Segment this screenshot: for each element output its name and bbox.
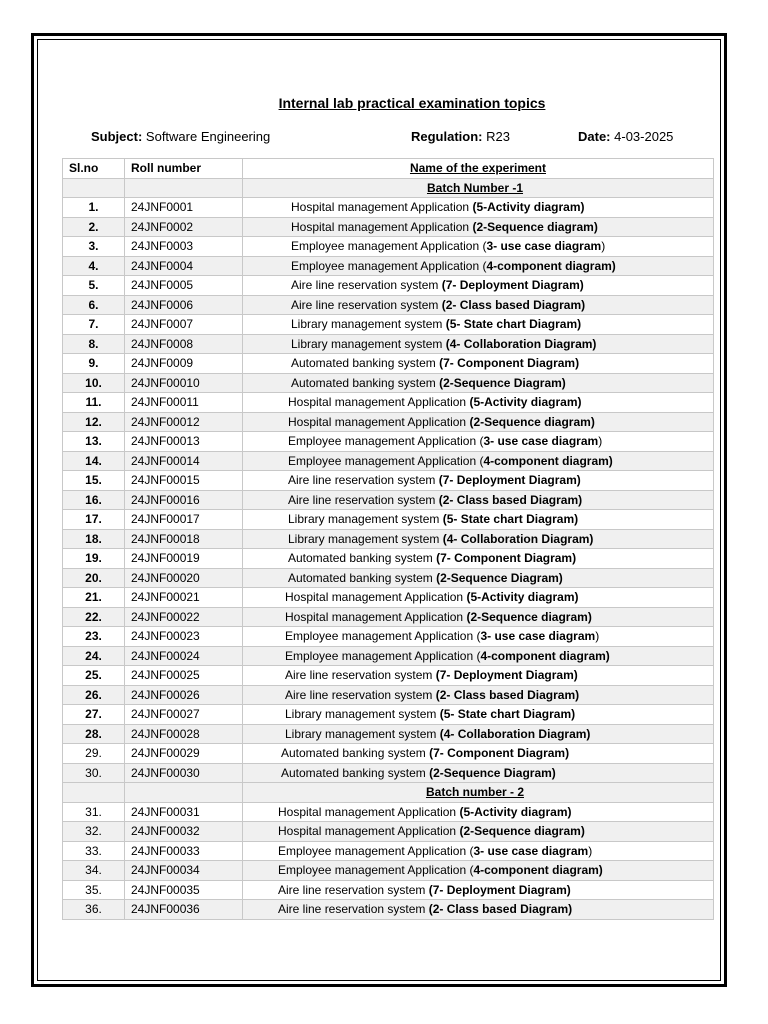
table-row	[63, 763, 714, 783]
row-slno: 4.	[63, 256, 125, 276]
batch-label: Batch number - 2	[243, 783, 714, 803]
header-experiment: Name of the experiment	[243, 159, 714, 179]
batch-empty-cell	[63, 783, 125, 803]
table-row	[63, 627, 714, 647]
row-slno: 2.	[63, 217, 125, 237]
table-row	[63, 705, 714, 725]
experiment-diagram: (2-Sequence Diagram)	[436, 570, 563, 585]
experiment-diagram: (5- State chart Diagram)	[445, 317, 582, 332]
experiment-application: Aire line reservation system	[285, 687, 436, 702]
subject-label: Subject:	[91, 129, 143, 144]
row-experiment	[243, 685, 714, 705]
experiment-diagram: (2-Sequence diagram)	[459, 824, 585, 839]
table-row	[63, 880, 714, 900]
table-row	[63, 510, 714, 530]
row-experiment	[243, 276, 714, 296]
table-row	[63, 588, 714, 608]
row-slno: 8.	[63, 334, 125, 354]
row-slno: 33.	[63, 841, 125, 861]
row-experiment	[243, 217, 714, 237]
table-row	[63, 607, 714, 627]
batch-label: Batch Number -1	[243, 178, 714, 198]
table-row	[63, 256, 714, 276]
row-experiment	[243, 880, 714, 900]
header-slno: Sl.no	[63, 159, 125, 179]
row-slno: 1.	[63, 198, 125, 218]
experiment-diagram: (7- Deployment Diagram)	[435, 668, 578, 683]
experiment-diagram: (4- Collaboration Diagram)	[439, 726, 591, 741]
table-row	[63, 334, 714, 354]
table-row	[63, 276, 714, 296]
experiment-diagram: (5-Activity diagram)	[466, 590, 579, 605]
row-experiment	[243, 568, 714, 588]
table-row	[63, 315, 714, 335]
row-experiment	[243, 354, 714, 374]
table-row	[63, 841, 714, 861]
experiment-diagram: (2-Sequence diagram)	[469, 414, 595, 429]
row-roll-number: 24JNF0004	[125, 256, 243, 276]
subject-line	[91, 129, 270, 144]
table-row	[63, 217, 714, 237]
table-row	[63, 744, 714, 764]
experiment-diagram: 3- use case diagram	[480, 629, 596, 644]
experiment-application: Employee management Application (	[278, 843, 474, 858]
table-row	[63, 373, 714, 393]
experiment-tail: )	[588, 843, 593, 858]
experiment-application: Employee management Application (	[278, 863, 474, 878]
row-roll-number: 24JNF00011	[125, 393, 243, 413]
row-slno: 13.	[63, 432, 125, 452]
experiment-diagram: (7- Component Diagram)	[436, 551, 577, 566]
row-roll-number: 24JNF00026	[125, 685, 243, 705]
date-line	[578, 129, 673, 144]
experiment-diagram: (4- Collaboration Diagram)	[442, 531, 594, 546]
experiment-diagram: (2- Class based Diagram)	[428, 902, 573, 917]
experiment-application: Employee management Application (	[291, 239, 487, 254]
table-row	[63, 354, 714, 374]
row-experiment	[243, 900, 714, 920]
row-slno: 23.	[63, 627, 125, 647]
row-experiment	[243, 646, 714, 666]
row-experiment	[243, 588, 714, 608]
batch-header-row	[63, 178, 714, 198]
row-experiment	[243, 607, 714, 627]
date-value: 4-03-2025	[614, 129, 674, 144]
row-experiment	[243, 763, 714, 783]
experiment-diagram: 4-component diagram)	[483, 453, 613, 468]
experiment-application: Hospital management Application	[291, 219, 473, 234]
table-row	[63, 802, 714, 822]
experiment-tail: )	[601, 239, 606, 254]
row-experiment	[243, 841, 714, 861]
experiment-diagram: (2-Sequence diagram)	[472, 219, 598, 234]
experiments-table	[62, 158, 714, 920]
experiment-application: Library management system	[288, 531, 443, 546]
row-slno: 3.	[63, 237, 125, 257]
experiment-diagram: (5-Activity diagram)	[459, 804, 572, 819]
experiment-diagram: 4-component diagram)	[486, 258, 616, 273]
experiment-application: Automated banking system	[288, 551, 437, 566]
row-roll-number: 24JNF00033	[125, 841, 243, 861]
row-roll-number: 24JNF0001	[125, 198, 243, 218]
row-slno: 20.	[63, 568, 125, 588]
row-roll-number: 24JNF00034	[125, 861, 243, 881]
row-slno: 30.	[63, 763, 125, 783]
experiment-diagram: (7- Deployment Diagram)	[441, 278, 584, 293]
table-row	[63, 412, 714, 432]
experiment-application: Aire line reservation system	[285, 668, 436, 683]
table-row	[63, 198, 714, 218]
experiment-application: Automated banking system	[291, 356, 440, 371]
experiment-application: Hospital management Application	[288, 414, 470, 429]
batch-header-row	[63, 783, 714, 803]
row-slno: 9.	[63, 354, 125, 374]
experiment-diagram: (5-Activity diagram)	[472, 200, 585, 215]
row-roll-number: 24JNF00013	[125, 432, 243, 452]
row-experiment	[243, 510, 714, 530]
experiment-diagram: 3- use case diagram	[486, 239, 602, 254]
experiment-diagram: 4-component diagram)	[480, 648, 610, 663]
row-roll-number: 24JNF00019	[125, 549, 243, 569]
experiment-application: Library management system	[291, 336, 446, 351]
experiment-application: Library management system	[291, 317, 446, 332]
subject-value: Software Engineering	[145, 129, 271, 144]
row-experiment	[243, 724, 714, 744]
row-roll-number: 24JNF0002	[125, 217, 243, 237]
row-experiment	[243, 393, 714, 413]
table-row	[63, 237, 714, 257]
row-slno: 5.	[63, 276, 125, 296]
experiment-application: Hospital management Application	[278, 804, 460, 819]
row-experiment	[243, 627, 714, 647]
table-row	[63, 724, 714, 744]
row-experiment	[243, 802, 714, 822]
experiment-diagram: (4- Collaboration Diagram)	[445, 336, 597, 351]
row-experiment	[243, 412, 714, 432]
experiment-application: Automated banking system	[288, 570, 437, 585]
row-slno: 28.	[63, 724, 125, 744]
row-roll-number: 24JNF00017	[125, 510, 243, 530]
row-experiment	[243, 861, 714, 881]
experiment-diagram: (7- Component Diagram)	[429, 746, 570, 761]
row-experiment	[243, 490, 714, 510]
row-slno: 17.	[63, 510, 125, 530]
batch-empty-cell	[63, 178, 125, 198]
row-slno: 25.	[63, 666, 125, 686]
row-roll-number: 24JNF00012	[125, 412, 243, 432]
experiment-application: Automated banking system	[291, 375, 440, 390]
row-experiment	[243, 822, 714, 842]
experiment-application: Employee management Application (	[288, 453, 484, 468]
row-roll-number: 24JNF00020	[125, 568, 243, 588]
row-slno: 24.	[63, 646, 125, 666]
row-roll-number: 24JNF0006	[125, 295, 243, 315]
experiment-application: Aire line reservation system	[278, 882, 429, 897]
experiment-diagram: 4-component diagram)	[473, 863, 603, 878]
table-row	[63, 822, 714, 842]
experiment-tail: )	[595, 629, 600, 644]
row-roll-number: 24JNF00027	[125, 705, 243, 725]
row-roll-number: 24JNF0005	[125, 276, 243, 296]
table-row	[63, 432, 714, 452]
experiment-diagram: (5-Activity diagram)	[469, 395, 582, 410]
experiment-application: Automated banking system	[281, 746, 430, 761]
row-slno: 27.	[63, 705, 125, 725]
row-experiment	[243, 744, 714, 764]
row-slno: 10.	[63, 373, 125, 393]
row-experiment	[243, 373, 714, 393]
row-roll-number: 24JNF00030	[125, 763, 243, 783]
row-roll-number: 24JNF00036	[125, 900, 243, 920]
row-slno: 12.	[63, 412, 125, 432]
row-experiment	[243, 705, 714, 725]
row-roll-number: 24JNF00035	[125, 880, 243, 900]
table-row	[63, 549, 714, 569]
experiment-application: Aire line reservation system	[291, 278, 442, 293]
row-roll-number: 24JNF00022	[125, 607, 243, 627]
row-roll-number: 24JNF0008	[125, 334, 243, 354]
experiment-application: Aire line reservation system	[278, 902, 429, 917]
row-roll-number: 24JNF00015	[125, 471, 243, 491]
experiment-application: Hospital management Application	[285, 609, 467, 624]
experiment-application: Library management system	[285, 726, 440, 741]
table-row	[63, 471, 714, 491]
row-experiment	[243, 256, 714, 276]
row-roll-number: 24JNF00018	[125, 529, 243, 549]
row-roll-number: 24JNF00024	[125, 646, 243, 666]
row-slno: 16.	[63, 490, 125, 510]
experiment-application: Hospital management Application	[288, 395, 470, 410]
row-roll-number: 24JNF00025	[125, 666, 243, 686]
row-slno: 32.	[63, 822, 125, 842]
header-roll-number: Roll number	[125, 159, 243, 179]
row-experiment	[243, 198, 714, 218]
experiment-application: Library management system	[285, 707, 440, 722]
table-row	[63, 490, 714, 510]
experiment-diagram: (7- Deployment Diagram)	[438, 473, 581, 488]
date-label: Date:	[578, 129, 611, 144]
experiment-diagram: 3- use case diagram	[483, 434, 599, 449]
batch-empty-cell	[125, 783, 243, 803]
row-experiment	[243, 471, 714, 491]
experiment-diagram: (2- Class based Diagram)	[435, 687, 580, 702]
experiment-application: Aire line reservation system	[288, 492, 439, 507]
row-slno: 22.	[63, 607, 125, 627]
row-roll-number: 24JNF00023	[125, 627, 243, 647]
row-roll-number: 24JNF00016	[125, 490, 243, 510]
row-roll-number: 24JNF00010	[125, 373, 243, 393]
experiment-application: Employee management Application (	[285, 648, 481, 663]
row-roll-number: 24JNF00029	[125, 744, 243, 764]
table-row	[63, 568, 714, 588]
experiment-tail: )	[598, 434, 603, 449]
experiment-application: Aire line reservation system	[288, 473, 439, 488]
experiment-application: Automated banking system	[281, 765, 430, 780]
table-row	[63, 685, 714, 705]
row-slno: 6.	[63, 295, 125, 315]
row-roll-number: 24JNF00028	[125, 724, 243, 744]
row-experiment	[243, 666, 714, 686]
table-row	[63, 529, 714, 549]
experiment-application: Employee management Application (	[288, 434, 484, 449]
regulation-value: R23	[486, 129, 510, 144]
row-slno: 19.	[63, 549, 125, 569]
row-slno: 31.	[63, 802, 125, 822]
row-experiment	[243, 432, 714, 452]
row-roll-number: 24JNF00032	[125, 822, 243, 842]
table-row	[63, 295, 714, 315]
experiment-diagram: (5- State chart Diagram)	[442, 512, 579, 527]
row-experiment	[243, 237, 714, 257]
experiment-diagram: (2-Sequence Diagram)	[439, 375, 566, 390]
table-row	[63, 861, 714, 881]
regulation-line	[411, 129, 510, 144]
experiment-application: Employee management Application (	[291, 258, 487, 273]
experiment-application: Aire line reservation system	[291, 297, 442, 312]
row-slno: 29.	[63, 744, 125, 764]
row-roll-number: 24JNF0009	[125, 354, 243, 374]
row-roll-number: 24JNF00031	[125, 802, 243, 822]
regulation-label: Regulation:	[411, 129, 483, 144]
row-slno: 7.	[63, 315, 125, 335]
row-experiment	[243, 549, 714, 569]
row-slno: 26.	[63, 685, 125, 705]
experiment-diagram: (2-Sequence Diagram)	[429, 765, 556, 780]
row-experiment	[243, 451, 714, 471]
row-slno: 15.	[63, 471, 125, 491]
experiment-application: Hospital management Application	[291, 200, 473, 215]
table-row	[63, 646, 714, 666]
row-roll-number: 24JNF00014	[125, 451, 243, 471]
batch-empty-cell	[125, 178, 243, 198]
experiment-diagram: (5- State chart Diagram)	[439, 707, 576, 722]
experiment-application: Employee management Application (	[285, 629, 481, 644]
experiment-application: Hospital management Application	[278, 824, 460, 839]
table-row	[63, 666, 714, 686]
row-experiment	[243, 315, 714, 335]
experiment-diagram: (7- Component Diagram)	[439, 356, 580, 371]
row-roll-number: 24JNF0003	[125, 237, 243, 257]
experiment-diagram: 3- use case diagram	[473, 843, 589, 858]
row-slno: 34.	[63, 861, 125, 881]
row-experiment	[243, 295, 714, 315]
row-slno: 36.	[63, 900, 125, 920]
experiment-application: Hospital management Application	[285, 590, 467, 605]
table-header-row	[63, 159, 714, 179]
row-experiment	[243, 334, 714, 354]
row-roll-number: 24JNF00021	[125, 588, 243, 608]
row-slno: 14.	[63, 451, 125, 471]
row-slno: 11.	[63, 393, 125, 413]
row-slno: 21.	[63, 588, 125, 608]
row-experiment	[243, 529, 714, 549]
row-slno: 18.	[63, 529, 125, 549]
row-slno: 35.	[63, 880, 125, 900]
table-row	[63, 900, 714, 920]
experiment-diagram: (2- Class based Diagram)	[441, 297, 586, 312]
experiment-diagram: (2- Class based Diagram)	[438, 492, 583, 507]
experiment-application: Library management system	[288, 512, 443, 527]
experiment-diagram: (2-Sequence diagram)	[466, 609, 592, 624]
experiment-diagram: (7- Deployment Diagram)	[428, 882, 571, 897]
document-title: Internal lab practical examination topics	[278, 95, 546, 111]
table-row	[63, 393, 714, 413]
table-row	[63, 451, 714, 471]
row-roll-number: 24JNF0007	[125, 315, 243, 335]
